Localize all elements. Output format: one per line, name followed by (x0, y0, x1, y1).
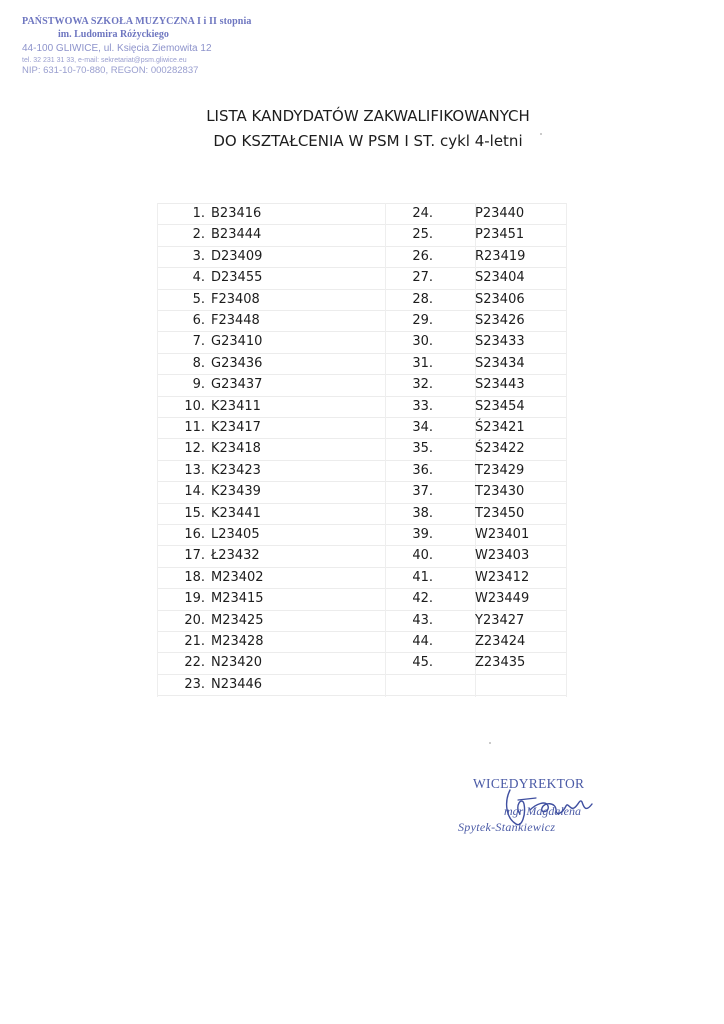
list-item-code: S23443 (475, 377, 525, 393)
list-item-code: D23409 (211, 248, 263, 264)
signature-name-line-1: mgr Magdalena (504, 804, 581, 818)
list-item (385, 310, 525, 331)
list-item-code: Y23427 (475, 612, 525, 628)
list-item (157, 545, 260, 566)
list-item (157, 631, 264, 652)
list-item-code: K23441 (211, 505, 261, 521)
list-item-code: K23439 (211, 484, 261, 500)
list-item-code: M23425 (211, 612, 264, 628)
speck (489, 742, 491, 744)
list-item-number: 25. (412, 227, 433, 243)
list-item-number: 18. (184, 569, 205, 585)
list-item (385, 224, 524, 245)
list-item (157, 289, 260, 310)
list-item-number: 8. (192, 355, 205, 371)
list-item-code: S23433 (475, 334, 525, 350)
list-item (157, 674, 262, 695)
list-item-code: G23410 (211, 334, 263, 350)
list-item-code: M23428 (211, 634, 264, 649)
list-item-code: R23419 (475, 248, 526, 264)
list-item-number: 43. (412, 612, 433, 628)
list-item-number: 27. (412, 270, 433, 286)
list-item-number: 15. (184, 505, 205, 521)
list-item-number: 1. (192, 206, 205, 221)
list-item-number: 11. (184, 420, 205, 435)
list-item-number: 33. (412, 398, 433, 414)
list-item (385, 289, 525, 310)
signature-role: WICEDYREKTOR (473, 776, 585, 791)
list-item-code: B23416 (211, 206, 262, 221)
list-item-code: T23429 (475, 462, 525, 478)
list-item-code: T23430 (475, 484, 525, 500)
list-item-code: W23401 (475, 527, 530, 542)
list-item-code: N23446 (211, 676, 263, 692)
list-item (385, 545, 529, 566)
school-stamp (22, 16, 252, 76)
list-item-code: Z23435 (475, 655, 526, 671)
list-item (157, 396, 261, 417)
list-item (385, 331, 525, 352)
list-item-code: M23415 (211, 591, 264, 607)
title-line-1: LISTA KANDYDATÓW ZAKWALIFIKOWANYCH (206, 107, 530, 125)
list-item-number: 24. (412, 206, 433, 221)
list-item-number: 10. (184, 398, 205, 414)
list-item-code: F23408 (211, 291, 260, 307)
list-item (385, 438, 525, 459)
list-item-number: 13. (184, 462, 205, 478)
list-item (385, 631, 525, 652)
list-item-number: 6. (192, 313, 205, 328)
list-item (385, 203, 524, 224)
list-item (157, 310, 260, 331)
list-item-number: 5. (192, 291, 205, 307)
list-item-number: 34. (412, 420, 433, 435)
list-item (385, 567, 529, 588)
list-item-number: 4. (192, 270, 205, 286)
list-item (157, 524, 260, 545)
title-line-2: DO KSZTAŁCENIA W PSM I ST. cykl 4-letni (213, 132, 523, 150)
list-item-number: 28. (412, 291, 433, 307)
list-item (385, 481, 524, 502)
list-item-number: 16. (184, 527, 205, 542)
list-item (385, 353, 525, 374)
list-item-number: 3. (192, 248, 205, 264)
list-item-number: 21. (184, 634, 205, 649)
document-title (0, 104, 724, 154)
list-item-code: K23423 (211, 462, 261, 478)
list-item-code: S23434 (475, 355, 525, 371)
list-item (157, 353, 262, 374)
list-item-code: Z23424 (475, 634, 526, 649)
stamp-patron: im. Ludomira Różyckiego (58, 28, 169, 40)
list-item (157, 481, 261, 502)
list-item-number: 37. (412, 484, 433, 500)
signature-name-line-2: Spytek-Stankiewicz (458, 820, 556, 834)
list-item-number: 7. (192, 334, 205, 350)
list-item-number: 23. (184, 676, 205, 692)
list-item-code: M23402 (211, 569, 264, 585)
list-item-number: 17. (184, 548, 205, 564)
list-item (157, 331, 262, 352)
list-item (385, 652, 525, 673)
list-item-code: S23406 (475, 291, 525, 307)
stamp-school-name: PAŃSTWOWA SZKOŁA MUZYCZNA I i II stopnia (22, 16, 252, 27)
speck (540, 133, 542, 135)
list-item-number: 20. (184, 612, 205, 628)
list-item-code: W23449 (475, 591, 530, 607)
list-item-code: S23426 (475, 313, 525, 328)
list-item-code: K23411 (211, 398, 261, 414)
list-item-code: P23440 (475, 206, 525, 221)
list-item-number: 26. (412, 248, 433, 264)
list-item-number: 45. (412, 655, 433, 671)
list-item-number: 30. (412, 334, 433, 350)
list-item-number: 38. (412, 505, 433, 521)
list-item-code: S23454 (475, 398, 525, 414)
list-item-number: 35. (412, 441, 433, 457)
list-item (157, 438, 261, 459)
list-item-number: 31. (412, 355, 433, 371)
list-item-number: 29. (412, 313, 433, 328)
list-item (385, 396, 525, 417)
list-item-code: G23437 (211, 377, 263, 393)
list-item-number: 12. (184, 441, 205, 457)
list-item-number: 39. (412, 527, 433, 542)
stamp-address: 44-100 GLIWICE, ul. Księcia Ziemowita 12 (22, 43, 212, 54)
stamp-nip-regon: NIP: 631-10-70-880, REGON: 000282837 (22, 64, 199, 76)
list-item (385, 246, 525, 267)
list-item (385, 417, 525, 438)
list-item-code: K23417 (211, 420, 261, 435)
list-item-code: G23436 (211, 355, 263, 371)
list-item (157, 224, 261, 245)
list-item-code: F23448 (211, 313, 260, 328)
list-item-code: P23451 (475, 227, 525, 243)
list-item-number: 36. (412, 462, 433, 478)
list-item-number: 42. (412, 591, 433, 607)
list-item (157, 588, 264, 609)
list-item (157, 203, 261, 224)
list-item (157, 652, 262, 673)
list-item-number: 2. (192, 227, 205, 243)
list-item (385, 588, 529, 609)
list-item-number: 9. (192, 377, 205, 393)
list-item-number: 44. (412, 634, 433, 649)
list-item-code: W23403 (475, 548, 530, 564)
list-item (385, 610, 524, 631)
list-item-code: T23450 (475, 505, 525, 521)
list-item (157, 460, 261, 481)
table-column-divider (566, 203, 567, 697)
list-item-code: S23404 (475, 270, 525, 286)
list-item (157, 503, 261, 524)
stamp-contact: tel. 32 231 31 33, e-mail: sekretariat@psm.gliwice.eu (22, 56, 187, 64)
list-item (157, 417, 261, 438)
list-item-number: 22. (184, 655, 205, 671)
list-item (157, 610, 264, 631)
list-item (385, 267, 525, 288)
list-item (385, 524, 529, 545)
list-item (385, 460, 524, 481)
list-item-code: L23405 (211, 527, 260, 542)
list-item-number: 32. (412, 377, 433, 393)
handwritten-signature (496, 784, 606, 832)
list-item-code: Ł23432 (211, 548, 260, 564)
list-item-code: Ś23421 (475, 420, 525, 435)
list-item-code: N23420 (211, 655, 263, 671)
list-item-number: 19. (184, 591, 205, 607)
list-item-code: D23455 (211, 270, 263, 286)
list-item-code: W23412 (475, 569, 530, 585)
list-item (157, 374, 262, 395)
list-item-number: 40. (412, 548, 433, 564)
list-item-number: 14. (184, 484, 205, 500)
list-item (385, 374, 525, 395)
list-item-code: Ś23422 (475, 441, 525, 457)
list-item-number: 41. (412, 569, 433, 585)
list-item-code: K23418 (211, 441, 261, 457)
list-item (157, 246, 262, 267)
signature-block (456, 776, 636, 835)
list-item (157, 267, 262, 288)
list-item (157, 567, 264, 588)
table-row-divider (157, 695, 567, 696)
list-item (385, 503, 524, 524)
list-item-code: B23444 (211, 227, 262, 243)
